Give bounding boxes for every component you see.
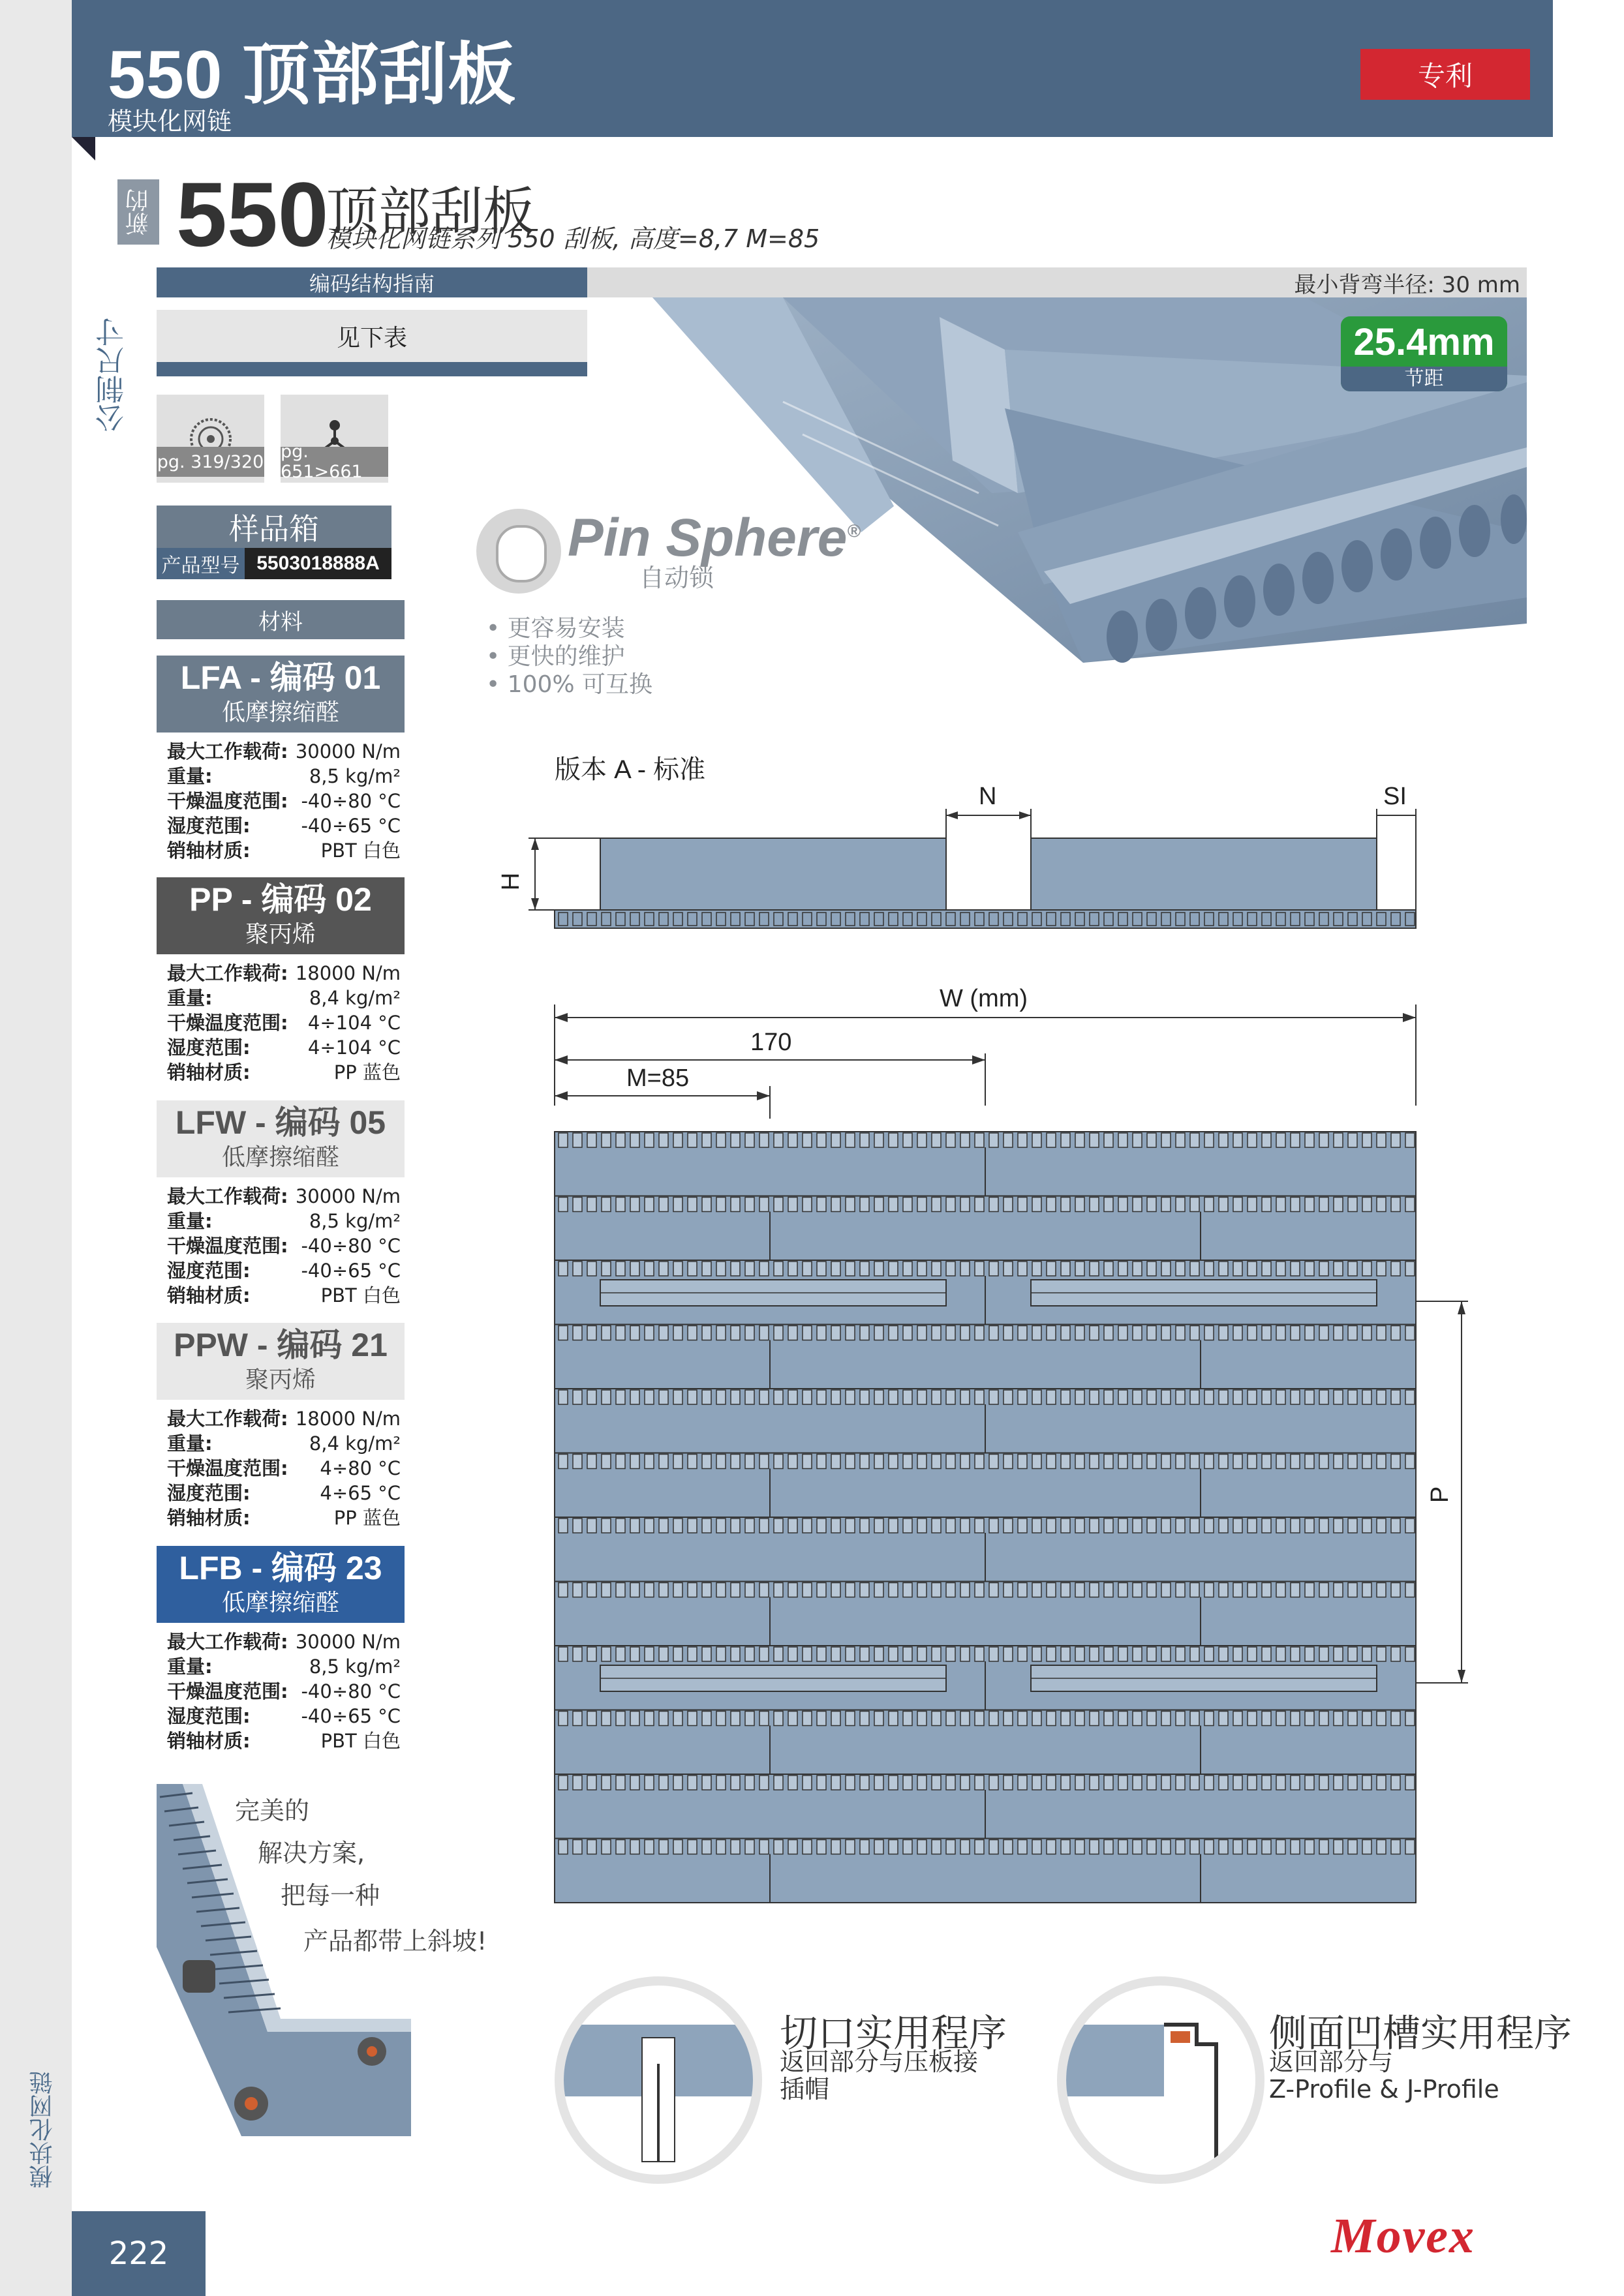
pin-feature: • 更快的维护 xyxy=(486,643,625,670)
spec-value: -40÷65 °C xyxy=(301,1705,401,1727)
sample-label: 产品型号 xyxy=(157,548,245,579)
material-name: LFW - 编码 05 xyxy=(175,1104,386,1141)
spec-row xyxy=(157,1184,405,1209)
slope-text-line: 产品都带上斜坡! xyxy=(303,1927,487,1956)
spec-key: 干燥温度范围: xyxy=(167,1012,288,1034)
cut-utility-illustration xyxy=(555,1976,762,2184)
material-header xyxy=(157,877,405,954)
material-type: 聚丙烯 xyxy=(245,921,316,948)
spec-row xyxy=(157,1209,405,1233)
spec-key: 干燥温度范围: xyxy=(167,790,288,812)
page-subtitle: 模块化网链 xyxy=(108,107,232,136)
material-type: 聚丙烯 xyxy=(245,1367,316,1393)
groove-utility-title: 侧面凹槽实用程序 xyxy=(1269,2011,1572,2055)
spec-value: 30000 N/m xyxy=(295,1185,401,1207)
spec-value: PBT 白色 xyxy=(320,1284,401,1307)
metric-tab-label: 公制尺寸 xyxy=(95,318,129,432)
spec-row xyxy=(157,1505,405,1530)
spec-key: 湿度范围: xyxy=(167,1260,251,1282)
spec-row xyxy=(157,1679,405,1704)
cut-utility-title: 切口实用程序 xyxy=(780,2011,1007,2055)
header-corner xyxy=(72,137,95,160)
spec-row xyxy=(157,1283,405,1308)
material-name: PPW - 编码 21 xyxy=(174,1327,388,1363)
spec-row xyxy=(157,789,405,813)
material-specs xyxy=(157,1629,405,1753)
spec-value: PP 蓝色 xyxy=(333,1507,401,1529)
material-type: 低摩擦缩醛 xyxy=(221,1144,339,1171)
spec-value: 4÷80 °C xyxy=(320,1457,401,1479)
material-specs xyxy=(157,1406,405,1530)
spec-value: 8,5 kg/m² xyxy=(309,1210,401,1232)
network-page-ref[interactable]: pg. 651>661 xyxy=(281,447,388,477)
spec-value: PBT 白色 xyxy=(320,1730,401,1752)
material-type: 低摩擦缩醛 xyxy=(221,1590,339,1616)
spec-value: -40÷80 °C xyxy=(301,1680,401,1702)
spec-key: 销轴材质: xyxy=(167,1061,251,1083)
pin-sphere-title: Pin Sphere® xyxy=(568,508,861,567)
spec-row xyxy=(157,1729,405,1753)
see-table: 见下表 xyxy=(157,310,587,376)
dim-170: 170 xyxy=(750,1029,792,1056)
side-view xyxy=(529,809,1416,928)
spec-value: -40÷80 °C xyxy=(301,1235,401,1257)
cut-utility-sub: 返回部分与压板接 xyxy=(780,2047,979,2076)
dim-w: W (mm) xyxy=(940,985,1028,1012)
spec-value: 18000 N/m xyxy=(295,962,401,984)
product-description: 模块化网链系列 550 刮板, 高度=8,7 M=85 xyxy=(326,224,820,253)
dim-h: H xyxy=(497,872,525,891)
spec-key: 重量: xyxy=(167,987,213,1009)
pin-sphere-logo-inner xyxy=(496,525,547,582)
spec-key: 干燥温度范围: xyxy=(167,1235,288,1257)
material-specs xyxy=(157,961,405,1085)
spec-key: 重量: xyxy=(167,1432,213,1455)
spec-row xyxy=(157,1258,405,1283)
spec-value: PBT 白色 xyxy=(320,839,401,862)
spec-row xyxy=(157,1035,405,1060)
material-name: PP - 编码 02 xyxy=(189,881,372,918)
min-radius: 最小背弯半径: 30 mm xyxy=(1294,271,1520,298)
dim-si: SI xyxy=(1383,783,1407,810)
pitch-value: 25.4mm xyxy=(1353,321,1495,363)
spec-key: 湿度范围: xyxy=(167,1482,251,1504)
spec-row xyxy=(157,1406,405,1431)
material-header xyxy=(157,1100,405,1177)
spec-row xyxy=(157,1060,405,1085)
dim-p: P xyxy=(1426,1486,1454,1503)
groove-utility-illustration xyxy=(1057,1976,1264,2184)
spec-value: -40÷65 °C xyxy=(301,1260,401,1282)
materials-title: 材料 xyxy=(157,600,405,639)
spec-value: 8,4 kg/m² xyxy=(309,987,401,1009)
pin-feature: • 更容易安装 xyxy=(486,615,625,642)
spec-key: 最大工作载荷: xyxy=(167,1631,288,1653)
spec-value: 18000 N/m xyxy=(295,1408,401,1430)
spec-value: 8,5 kg/m² xyxy=(309,765,401,787)
spec-row xyxy=(157,1654,405,1679)
spec-row xyxy=(157,1704,405,1729)
spec-key: 重量: xyxy=(167,1210,213,1232)
side-strip xyxy=(0,0,72,2296)
spec-key: 销轴材质: xyxy=(167,839,251,862)
spec-value: 30000 N/m xyxy=(295,1631,401,1653)
spec-row xyxy=(157,986,405,1010)
spec-key: 湿度范围: xyxy=(167,815,251,837)
spec-row xyxy=(157,1629,405,1654)
spec-row xyxy=(157,1456,405,1481)
dim-n: N xyxy=(979,783,997,810)
spec-value: -40÷65 °C xyxy=(301,815,401,837)
brand-logo: Movex xyxy=(1331,2209,1476,2263)
spec-key: 重量: xyxy=(167,1655,213,1678)
technical-drawing xyxy=(502,779,1494,1934)
spec-value: 8,5 kg/m² xyxy=(309,1655,401,1678)
pin-feature: • 100% 可互换 xyxy=(486,671,653,698)
spec-key: 湿度范围: xyxy=(167,1705,251,1727)
spec-row xyxy=(157,739,405,764)
spec-key: 最大工作载荷: xyxy=(167,962,288,984)
spec-key: 最大工作载荷: xyxy=(167,1185,288,1207)
spec-row xyxy=(157,838,405,863)
sample-code: 5503018888A xyxy=(256,552,380,574)
spec-key: 最大工作载荷: xyxy=(167,740,288,763)
material-header xyxy=(157,1546,405,1623)
top-view-belt xyxy=(555,1132,1416,1903)
spec-value: 4÷104 °C xyxy=(307,1036,401,1059)
page-title: 550 顶部刮板 xyxy=(108,37,517,113)
pitch-label: 节距 xyxy=(1341,367,1507,391)
material-name: LFB - 编码 23 xyxy=(179,1550,382,1586)
sample-box-title: 样品箱 xyxy=(157,506,391,548)
product-number: 550 xyxy=(176,163,329,265)
spec-value: 8,4 kg/m² xyxy=(309,1432,401,1455)
material-type: 低摩擦缩醛 xyxy=(221,699,339,726)
material-specs xyxy=(157,739,405,863)
page-number: 222 xyxy=(72,2211,206,2296)
slope-text-line: 完美的 xyxy=(235,1796,310,1825)
slope-text-line: 解决方案, xyxy=(258,1839,365,1867)
spec-key: 干燥温度范围: xyxy=(167,1680,288,1702)
slope-text-line: 把每一种 xyxy=(281,1881,380,1910)
spec-value: PP 蓝色 xyxy=(333,1061,401,1083)
groove-utility-sub: Z-Profile & J-Profile xyxy=(1269,2075,1499,2104)
spec-value: 4÷104 °C xyxy=(307,1012,401,1034)
cut-utility-sub: 插帽 xyxy=(780,2075,830,2104)
spec-row xyxy=(157,1431,405,1456)
material-specs xyxy=(157,1184,405,1308)
spec-key: 销轴材质: xyxy=(167,1730,251,1752)
pin-sphere-subtitle: 自动锁 xyxy=(639,564,714,592)
sprocket-page-ref[interactable]: pg. 319/320 xyxy=(157,447,264,477)
version-label: 版本 A - 标准 xyxy=(555,755,706,784)
spec-value: -40÷80 °C xyxy=(301,790,401,812)
spec-value: 30000 N/m xyxy=(295,740,401,763)
spec-row xyxy=(157,764,405,789)
spec-key: 最大工作载荷: xyxy=(167,1408,288,1430)
product-name: 顶部刮板 xyxy=(326,181,535,242)
material-header xyxy=(157,656,405,733)
coding-guide: 编码结构指南 xyxy=(157,267,587,297)
spec-row xyxy=(157,813,405,838)
spec-row xyxy=(157,961,405,986)
spec-value: 4÷65 °C xyxy=(320,1482,401,1504)
pitch-badge xyxy=(1341,316,1507,391)
new-badge: 新的 xyxy=(117,179,159,245)
spec-key: 销轴材质: xyxy=(167,1284,251,1307)
groove-utility-sub: 返回部分与 xyxy=(1269,2047,1394,2076)
spec-key: 销轴材质: xyxy=(167,1507,251,1529)
spec-key: 干燥温度范围: xyxy=(167,1457,288,1479)
spec-row xyxy=(157,1481,405,1505)
spec-row xyxy=(157,1233,405,1258)
dim-m85: M=85 xyxy=(626,1065,690,1092)
spec-key: 湿度范围: xyxy=(167,1036,251,1059)
material-header xyxy=(157,1323,405,1400)
side-footer-label: 模块化网链 xyxy=(29,2071,56,2188)
spec-row xyxy=(157,1010,405,1035)
material-name: LFA - 编码 01 xyxy=(180,659,381,696)
spec-key: 重量: xyxy=(167,765,213,787)
patent-badge: 专利 xyxy=(1360,49,1530,100)
